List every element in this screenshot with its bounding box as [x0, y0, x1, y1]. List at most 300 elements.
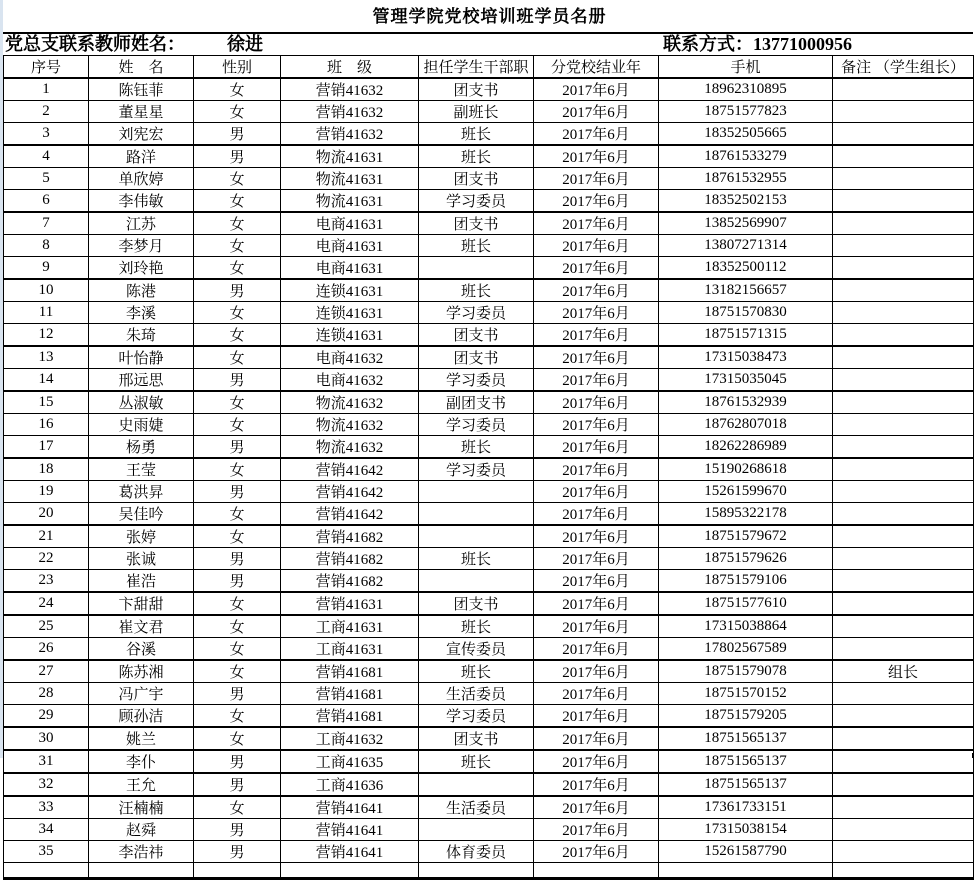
cell-serial: 10 — [4, 279, 89, 302]
cell-serial: 27 — [4, 660, 89, 683]
cell-gender: 男 — [194, 819, 281, 841]
table-row — [4, 190, 974, 213]
cell-class: 营销41632 — [281, 78, 419, 101]
cell-phone: 18751571315 — [659, 324, 833, 347]
cell-remark — [833, 796, 974, 819]
cell-graduation: 2017年6月 — [534, 773, 659, 796]
cell-gender: 女 — [194, 101, 281, 123]
cell-remark — [833, 592, 974, 615]
cell-graduation: 2017年6月 — [534, 727, 659, 750]
header-remark: 备注 （学生组长） — [833, 56, 974, 79]
cell-graduation: 2017年6月 — [534, 346, 659, 369]
table-row — [4, 369, 974, 392]
cell-phone: 18751570152 — [659, 683, 833, 705]
table-row — [4, 168, 974, 190]
cell-name: 李梦月 — [89, 235, 194, 257]
cell-class: 连锁41631 — [281, 302, 419, 324]
gridline-stub — [972, 753, 973, 758]
cell-serial: 28 — [4, 683, 89, 705]
gridline-stub — [280, 753, 281, 758]
cell-remark — [833, 570, 974, 593]
cell-name: 王莹 — [89, 458, 194, 481]
cell-phone: 18761532939 — [659, 391, 833, 414]
cell-class: 物流41631 — [281, 168, 419, 190]
cell-graduation: 2017年6月 — [534, 123, 659, 146]
gridline-stub — [658, 753, 659, 758]
cell-class: 电商41632 — [281, 346, 419, 369]
cell-position: 团支书 — [419, 592, 534, 615]
header-class: 班 级 — [281, 56, 419, 79]
cell-class: 电商41631 — [281, 257, 419, 280]
cell-gender: 女 — [194, 391, 281, 414]
cell-graduation: 2017年6月 — [534, 458, 659, 481]
cell-name: 史雨婕 — [89, 414, 194, 436]
cell-remark — [833, 525, 974, 548]
cell-position: 团支书 — [419, 78, 534, 101]
cell-name: 李仆 — [89, 750, 194, 773]
cell-remark — [833, 727, 974, 750]
cell-position: 学习委员 — [419, 414, 534, 436]
header-name: 姓 名 — [89, 56, 194, 79]
table-row — [4, 841, 974, 863]
table-row — [4, 525, 974, 548]
cell-phone: 18751579106 — [659, 570, 833, 593]
cell-phone: 18761533279 — [659, 145, 833, 168]
cell-position: 班长 — [419, 548, 534, 570]
cell-gender: 女 — [194, 346, 281, 369]
cell-position: 班长 — [419, 750, 534, 773]
cell-phone: 18352502153 — [659, 190, 833, 213]
cell-serial: 34 — [4, 819, 89, 841]
cell-class: 营销41641 — [281, 796, 419, 819]
cell-position: 班长 — [419, 123, 534, 146]
table-row — [4, 481, 974, 503]
cell-graduation: 2017年6月 — [534, 819, 659, 841]
cell-serial: 6 — [4, 190, 89, 213]
cell-remark — [833, 123, 974, 146]
cell-name: 葛洪昇 — [89, 481, 194, 503]
cell-phone: 17361733151 — [659, 796, 833, 819]
cell-remark — [833, 503, 974, 526]
cell-graduation: 2017年6月 — [534, 279, 659, 302]
cell-gender: 女 — [194, 235, 281, 257]
cell-remark — [833, 819, 974, 841]
cell-position — [419, 570, 534, 593]
cell-phone: 15190268618 — [659, 458, 833, 481]
cell-serial: 15 — [4, 391, 89, 414]
cell-graduation: 2017年6月 — [534, 391, 659, 414]
cell-gender: 女 — [194, 168, 281, 190]
cell-phone: 17802567589 — [659, 638, 833, 661]
table-row — [4, 145, 974, 168]
table-row — [4, 279, 974, 302]
cell-gender: 男 — [194, 570, 281, 593]
cell-class: 物流41631 — [281, 145, 419, 168]
cell-remark — [833, 458, 974, 481]
cell-position — [419, 257, 534, 280]
cell-name: 董星星 — [89, 101, 194, 123]
cell-position: 副团支书 — [419, 391, 534, 414]
cell-serial: 9 — [4, 257, 89, 280]
gridline-stub — [193, 753, 194, 758]
header-row — [4, 56, 974, 79]
cell-name: 刘玲艳 — [89, 257, 194, 280]
table-row — [4, 503, 974, 526]
cell-remark — [833, 168, 974, 190]
cell-serial: 12 — [4, 324, 89, 347]
cell-position: 体育委员 — [419, 841, 534, 863]
cell-remark — [833, 481, 974, 503]
cell-graduation: 2017年6月 — [534, 548, 659, 570]
cell-graduation: 2017年6月 — [534, 324, 659, 347]
cell-class: 电商41631 — [281, 235, 419, 257]
cell-gender: 男 — [194, 145, 281, 168]
cell-serial: 22 — [4, 548, 89, 570]
cell-remark — [833, 369, 974, 392]
cell-serial: 25 — [4, 615, 89, 638]
cell-graduation: 2017年6月 — [534, 101, 659, 123]
header-phone: 手机 — [659, 56, 833, 79]
cell-phone: 17315035045 — [659, 369, 833, 392]
cell-graduation: 2017年6月 — [534, 750, 659, 773]
cell-gender: 女 — [194, 796, 281, 819]
cell-class: 工商41631 — [281, 638, 419, 661]
cell-serial: 35 — [4, 841, 89, 863]
cell-remark — [833, 548, 974, 570]
table-row — [4, 705, 974, 728]
cell-class: 营销41682 — [281, 548, 419, 570]
cell-class: 营销41641 — [281, 819, 419, 841]
table-row — [4, 346, 974, 369]
cell-gender: 女 — [194, 414, 281, 436]
cell-class: 营销41681 — [281, 683, 419, 705]
cell-graduation: 2017年6月 — [534, 503, 659, 526]
cell-position: 学习委员 — [419, 705, 534, 728]
cell-serial: 11 — [4, 302, 89, 324]
cell-gender: 男 — [194, 548, 281, 570]
cell-phone: 18751570830 — [659, 302, 833, 324]
cell-name: 张婷 — [89, 525, 194, 548]
cell-class: 连锁41631 — [281, 279, 419, 302]
cell-phone: 18751565137 — [659, 750, 833, 773]
cell-gender: 女 — [194, 458, 281, 481]
cell-position: 团支书 — [419, 212, 534, 235]
table-row — [4, 414, 974, 436]
cell-gender: 女 — [194, 638, 281, 661]
cell-graduation: 2017年6月 — [534, 705, 659, 728]
cell-remark — [833, 212, 974, 235]
cell-graduation: 2017年6月 — [534, 638, 659, 661]
cell-graduation: 2017年6月 — [534, 525, 659, 548]
cell-class: 连锁41631 — [281, 324, 419, 347]
cell-serial: 33 — [4, 796, 89, 819]
cell-gender: 女 — [194, 212, 281, 235]
cell-serial: 18 — [4, 458, 89, 481]
cell-remark: 组长 — [833, 660, 974, 683]
cell-phone: 18751579626 — [659, 548, 833, 570]
cell-remark — [833, 302, 974, 324]
cell-name: 崔浩 — [89, 570, 194, 593]
cell-serial: 5 — [4, 168, 89, 190]
cell-class: 营销41641 — [281, 841, 419, 863]
cell-position: 团支书 — [419, 346, 534, 369]
cell-position: 学习委员 — [419, 302, 534, 324]
table-row — [4, 458, 974, 481]
cell-phone: 18761532955 — [659, 168, 833, 190]
cell-empty — [833, 863, 974, 879]
table-row — [4, 78, 974, 101]
cell-phone: 15895322178 — [659, 503, 833, 526]
cell-serial: 30 — [4, 727, 89, 750]
cell-name: 陈钰菲 — [89, 78, 194, 101]
cell-class: 营销41632 — [281, 101, 419, 123]
cell-name: 赵舜 — [89, 819, 194, 841]
cell-name: 陈港 — [89, 279, 194, 302]
cell-name: 路洋 — [89, 145, 194, 168]
cell-phone: 18262286989 — [659, 436, 833, 459]
cell-class: 营销41642 — [281, 481, 419, 503]
teacher-name-label: 党总支联系教师姓名： — [5, 34, 185, 54]
cell-position — [419, 773, 534, 796]
cell-position: 班长 — [419, 436, 534, 459]
cell-name: 谷溪 — [89, 638, 194, 661]
cell-position: 学习委员 — [419, 369, 534, 392]
cell-empty — [4, 863, 89, 879]
cell-class: 营销41642 — [281, 458, 419, 481]
cell-phone: 18751565137 — [659, 773, 833, 796]
cell-name: 李浩祎 — [89, 841, 194, 863]
cell-graduation: 2017年6月 — [534, 683, 659, 705]
table-row — [4, 683, 974, 705]
cell-position: 班长 — [419, 235, 534, 257]
cell-gender: 男 — [194, 773, 281, 796]
cell-gender: 女 — [194, 592, 281, 615]
cell-phone: 17315038473 — [659, 346, 833, 369]
cell-graduation: 2017年6月 — [534, 168, 659, 190]
cell-remark — [833, 279, 974, 302]
info-row — [3, 32, 973, 55]
cell-graduation: 2017年6月 — [534, 78, 659, 101]
table-row — [4, 638, 974, 661]
cell-empty — [89, 863, 194, 879]
cell-name: 李溪 — [89, 302, 194, 324]
cell-class: 工商41631 — [281, 615, 419, 638]
cell-position: 学习委员 — [419, 190, 534, 213]
cell-class: 营销41681 — [281, 705, 419, 728]
cell-serial: 26 — [4, 638, 89, 661]
header-serial: 序号 — [4, 56, 89, 79]
header-position: 担任学生干部职 — [419, 56, 534, 79]
cell-phone: 13852569907 — [659, 212, 833, 235]
cell-name: 杨勇 — [89, 436, 194, 459]
cell-phone: 13182156657 — [659, 279, 833, 302]
cell-position — [419, 819, 534, 841]
table-row — [4, 570, 974, 593]
cell-graduation: 2017年6月 — [534, 481, 659, 503]
table-row — [4, 819, 974, 841]
cell-serial: 1 — [4, 78, 89, 101]
cell-name: 陈苏湘 — [89, 660, 194, 683]
cell-name: 崔文君 — [89, 615, 194, 638]
cell-remark — [833, 683, 974, 705]
cell-gender: 女 — [194, 302, 281, 324]
cell-name: 王允 — [89, 773, 194, 796]
cell-remark — [833, 638, 974, 661]
cell-name: 汪楠楠 — [89, 796, 194, 819]
cell-remark — [833, 841, 974, 863]
cell-position: 生活委员 — [419, 796, 534, 819]
cell-empty — [281, 863, 419, 879]
table-row — [4, 615, 974, 638]
cell-graduation: 2017年6月 — [534, 436, 659, 459]
table-row — [4, 727, 974, 750]
cell-gender: 男 — [194, 436, 281, 459]
table-row — [4, 257, 974, 280]
cell-remark — [833, 324, 974, 347]
contact-info: 联系方式：13771000956 — [663, 34, 852, 54]
cell-position: 学习委员 — [419, 458, 534, 481]
cell-class: 营销41682 — [281, 525, 419, 548]
cell-name: 冯广宇 — [89, 683, 194, 705]
cell-class: 营销41682 — [281, 570, 419, 593]
cell-remark — [833, 773, 974, 796]
cell-remark — [833, 391, 974, 414]
cell-phone: 18751579078 — [659, 660, 833, 683]
cell-name: 顾孙洁 — [89, 705, 194, 728]
cell-graduation: 2017年6月 — [534, 615, 659, 638]
cell-gender: 女 — [194, 525, 281, 548]
cell-position — [419, 503, 534, 526]
cell-graduation: 2017年6月 — [534, 369, 659, 392]
cell-position: 团支书 — [419, 324, 534, 347]
cell-name: 李伟敏 — [89, 190, 194, 213]
cell-class: 营销41631 — [281, 592, 419, 615]
cell-name: 刘宪宏 — [89, 123, 194, 146]
cell-gender: 男 — [194, 481, 281, 503]
cell-serial: 19 — [4, 481, 89, 503]
cell-gender: 女 — [194, 78, 281, 101]
cell-remark — [833, 705, 974, 728]
cell-phone: 18751579672 — [659, 525, 833, 548]
cell-graduation: 2017年6月 — [534, 257, 659, 280]
cell-gender: 男 — [194, 279, 281, 302]
cell-graduation: 2017年6月 — [534, 190, 659, 213]
cell-phone: 15261599670 — [659, 481, 833, 503]
cell-serial: 31 — [4, 750, 89, 773]
cell-class: 电商41632 — [281, 369, 419, 392]
teacher-name-value: 徐进 — [227, 34, 263, 54]
table-row — [4, 302, 974, 324]
cell-position: 团支书 — [419, 168, 534, 190]
cell-gender: 女 — [194, 503, 281, 526]
cell-class: 物流41631 — [281, 190, 419, 213]
cell-position: 班长 — [419, 615, 534, 638]
cell-empty — [659, 863, 833, 879]
cell-serial: 4 — [4, 145, 89, 168]
cell-graduation: 2017年6月 — [534, 235, 659, 257]
cell-position — [419, 481, 534, 503]
cell-phone: 13807271314 — [659, 235, 833, 257]
cell-serial: 21 — [4, 525, 89, 548]
cell-name: 邢远思 — [89, 369, 194, 392]
cell-serial: 20 — [4, 503, 89, 526]
cell-graduation: 2017年6月 — [534, 145, 659, 168]
cell-class: 工商41635 — [281, 750, 419, 773]
cell-serial: 13 — [4, 346, 89, 369]
cell-graduation: 2017年6月 — [534, 660, 659, 683]
cell-serial: 24 — [4, 592, 89, 615]
table-row — [4, 796, 974, 819]
cell-name: 姚兰 — [89, 727, 194, 750]
cell-gender: 男 — [194, 841, 281, 863]
cell-graduation: 2017年6月 — [534, 796, 659, 819]
cell-name: 丛淑敏 — [89, 391, 194, 414]
cell-graduation: 2017年6月 — [534, 841, 659, 863]
cell-remark — [833, 346, 974, 369]
cell-phone: 17315038154 — [659, 819, 833, 841]
cell-class: 营销41681 — [281, 660, 419, 683]
cell-gender: 女 — [194, 190, 281, 213]
table-row — [4, 436, 974, 459]
cell-serial: 17 — [4, 436, 89, 459]
cell-position: 班长 — [419, 660, 534, 683]
cell-phone: 15261587790 — [659, 841, 833, 863]
cell-gender: 女 — [194, 660, 281, 683]
cell-remark — [833, 145, 974, 168]
cell-position: 班长 — [419, 279, 534, 302]
cell-graduation: 2017年6月 — [534, 570, 659, 593]
cell-phone: 18751577610 — [659, 592, 833, 615]
cell-phone: 18751565137 — [659, 727, 833, 750]
table-row — [4, 123, 974, 146]
cell-remark — [833, 414, 974, 436]
page-title: 管理学院党校培训班学员名册 — [372, 7, 607, 26]
cell-serial: 7 — [4, 212, 89, 235]
cell-gender: 女 — [194, 324, 281, 347]
cell-position: 生活委员 — [419, 683, 534, 705]
cell-class: 工商41632 — [281, 727, 419, 750]
gridline-stub — [533, 753, 534, 758]
empty-row — [4, 863, 974, 879]
cell-phone: 18762807018 — [659, 414, 833, 436]
cell-remark — [833, 436, 974, 459]
cell-name: 单欣婷 — [89, 168, 194, 190]
cell-phone: 18352500112 — [659, 257, 833, 280]
cell-gender: 女 — [194, 615, 281, 638]
cell-class: 营销41642 — [281, 503, 419, 526]
cell-class: 工商41636 — [281, 773, 419, 796]
table-row — [4, 235, 974, 257]
table-row — [4, 592, 974, 615]
table-row — [4, 548, 974, 570]
cell-remark — [833, 78, 974, 101]
cell-name: 卞甜甜 — [89, 592, 194, 615]
cell-remark — [833, 235, 974, 257]
table-row — [4, 660, 974, 683]
table-row — [4, 101, 974, 123]
cell-remark — [833, 190, 974, 213]
cell-gender: 男 — [194, 683, 281, 705]
cell-name: 叶怡静 — [89, 346, 194, 369]
cell-graduation: 2017年6月 — [534, 414, 659, 436]
cell-empty — [194, 863, 281, 879]
gridline-stub — [418, 753, 419, 758]
cell-gender: 男 — [194, 369, 281, 392]
cell-phone: 18751579205 — [659, 705, 833, 728]
cell-name: 朱琦 — [89, 324, 194, 347]
cell-position: 宣传委员 — [419, 638, 534, 661]
cell-empty — [534, 863, 659, 879]
